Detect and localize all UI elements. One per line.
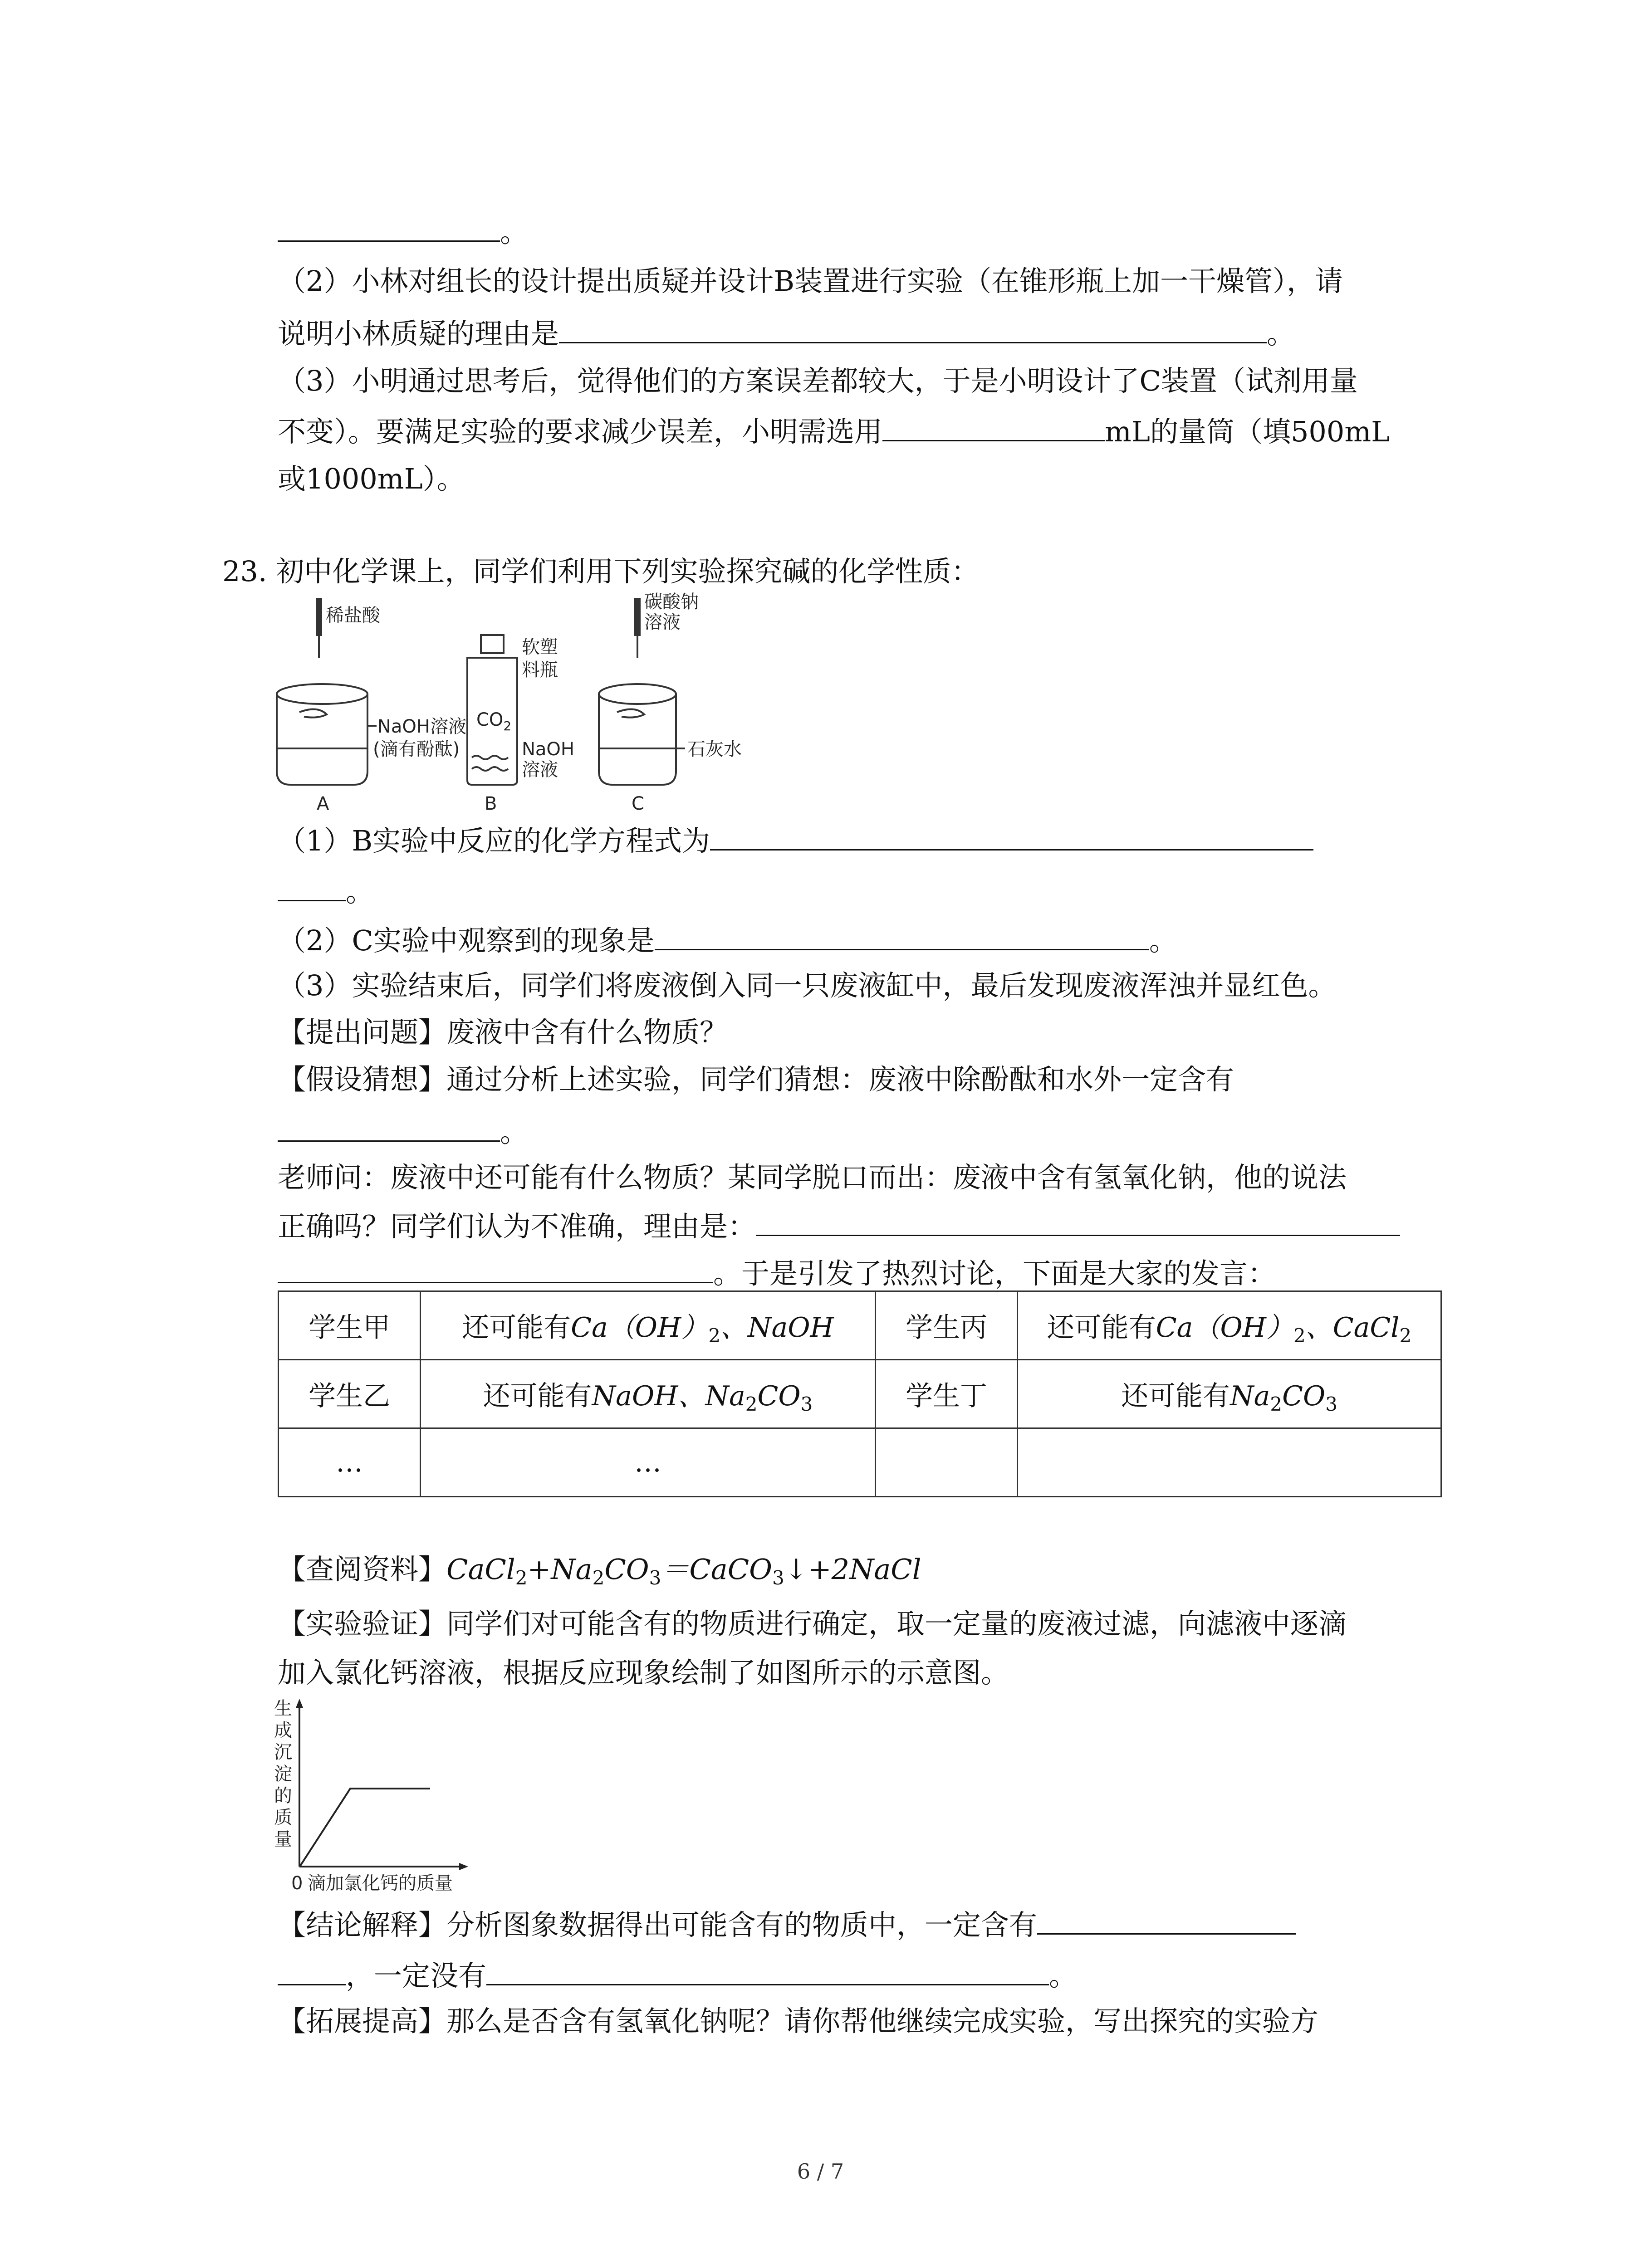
table-cell-guess: … <box>421 1428 876 1497</box>
beaker-c-body <box>599 694 676 785</box>
answer-blank[interactable] <box>278 212 500 242</box>
bottle-b-liquid <box>472 767 508 771</box>
hypothesis-answer: 。 <box>278 1112 528 1150</box>
answer-blank[interactable] <box>710 821 1313 850</box>
stirrer-c <box>617 709 644 718</box>
precipitate-chart <box>272 1696 499 1896</box>
label-soft-bottle-2: 料瓶 <box>522 660 558 680</box>
label-soft-bottle-1: 软塑 <box>522 637 558 658</box>
chart-ylabel-char: 成 <box>274 1720 292 1741</box>
beaker-a-body <box>277 694 367 785</box>
answer-blank[interactable] <box>278 1254 713 1283</box>
q23-part1: （1）B实验中反应的化学方程式为 <box>278 821 1313 859</box>
chart-ylabel-char: 沉 <box>274 1742 292 1763</box>
answer-blank[interactable] <box>278 1112 500 1142</box>
label-naoh-b-1: NaOH <box>522 739 574 760</box>
section-extend: 【拓展提高】那么是否含有氢氧化钠呢？请你帮他继续完成实验，写出探究的实验方 <box>278 2004 1319 2038</box>
answer-blank[interactable] <box>278 1956 346 1985</box>
answer-blank[interactable] <box>559 314 1267 343</box>
bottle-b-cap <box>481 635 504 653</box>
q22-part3-line3: 或1000mL）。 <box>278 462 465 495</box>
table-cell-student: 学生丙 <box>876 1291 1018 1360</box>
beaker-c-rim <box>599 684 676 704</box>
table-cell-guess: 还可能有$Ca(OH)_2$、NaOH <box>421 1291 876 1360</box>
q22-part2-line1: （2）小林对组长的设计提出质疑并设计B装置进行实验（在锥形瓶上加一干燥管），请 <box>278 264 1343 298</box>
label-dilute-hcl: 稀盐酸 <box>326 605 380 626</box>
chart-xlabel: 滴加氯化钙的质量 <box>308 1873 453 1894</box>
q23-part2: （2）C实验中观察到的现象是 。 <box>278 921 1177 959</box>
table-row <box>279 1428 1441 1497</box>
answer-blank[interactable] <box>882 412 1105 441</box>
table-cell-student: 学生丁 <box>876 1360 1018 1428</box>
beaker-a-rim <box>277 684 367 704</box>
series-line <box>300 1789 430 1866</box>
page-number: 6 / 7 <box>797 2159 844 2184</box>
teacher-line1: 老师问：废液中还可能有什么物质？某同学脱口而出：废液中含有氢氧化钠，他的说法 <box>278 1161 1347 1194</box>
stirrer-a <box>299 709 327 718</box>
table-cell-student: … <box>279 1428 421 1497</box>
answer-line-1: 。 <box>278 212 528 250</box>
label-sodium-carbonate-1: 碳酸钠 <box>644 591 699 612</box>
chart-ylabel-char: 生 <box>274 1698 292 1719</box>
answer-blank[interactable] <box>486 1956 1049 1985</box>
table-cell-student: 学生甲 <box>279 1291 421 1360</box>
chart-ylabel-char: 质 <box>274 1807 292 1828</box>
q23-title-line <box>222 553 979 590</box>
caption-b: B <box>485 793 497 814</box>
section-verify-2: 加入氯化钙溶液，根据反应现象绘制了如图所示的示意图。 <box>278 1656 1009 1689</box>
answer-blank[interactable] <box>756 1207 1400 1236</box>
table-cell-student <box>876 1428 1018 1497</box>
q22-part2-line2: 说明小林质疑的理由是 。 <box>278 314 1295 352</box>
q23-part3: （3）实验结束后，同学们将废液倒入同一只废液缸中，最后发现废液浑浊并显红色。 <box>278 969 1337 1002</box>
answer-blank[interactable] <box>1037 1905 1296 1935</box>
table-cell-student: 学生乙 <box>279 1360 421 1428</box>
answer-blank[interactable] <box>655 921 1149 950</box>
section-conclusion: 【结论解释】分析图象数据得出可能含有的物质中，一定含有 <box>278 1905 1296 1943</box>
label-co2: $CO_2$ <box>476 709 512 733</box>
label-limewater: 石灰水 <box>687 739 742 760</box>
question-number: 23. <box>222 555 267 588</box>
section-verify-1: 【实验验证】同学们对可能含有的物质进行确定，取一定量的废液过滤，向滤液中逐滴 <box>278 1607 1347 1640</box>
question-title: 初中化学课上，同学们利用下列实验探究碱的化学性质： <box>276 555 980 588</box>
table-cell-guess: 还可能有$Ca(OH)_2$、CaCl$_2$ <box>1018 1291 1441 1360</box>
teacher-line3: 。于是引发了热烈讨论，下面是大家的发言： <box>278 1254 1276 1292</box>
discussion-table <box>278 1290 1442 1497</box>
y-axis-arrow <box>296 1699 303 1708</box>
caption-a: A <box>317 793 329 814</box>
teacher-line2: 正确吗？同学们认为不准确，理由是： <box>278 1207 1400 1245</box>
section-ask: 【提出问题】废液中含有什么物质？ <box>278 1016 728 1049</box>
table-row <box>279 1291 1441 1360</box>
chart-ylabel <box>274 1698 292 1850</box>
q23-part1-cont: 。 <box>278 872 374 910</box>
chart-ylabel-char: 量 <box>274 1829 292 1850</box>
table-cell-guess <box>1018 1428 1441 1497</box>
table-row <box>279 1360 1441 1428</box>
label-sodium-carbonate-2: 溶液 <box>644 612 681 633</box>
q22-part3-line1: （3）小明通过思考后，觉得他们的方案误差都较大，于是小明设计了C装置（试剂用量 <box>278 364 1358 397</box>
dropper-c-bulb <box>635 599 640 635</box>
chart-ylabel-char: 淀 <box>274 1764 292 1784</box>
table-cell-guess: 还可能有$Na_2CO_3$ <box>1018 1360 1441 1428</box>
section-reference: 【查阅资料】$CaCl_2+Na_2CO_3=CaCO_3↓+2NaCl$ <box>278 1553 921 1589</box>
caption-c: C <box>632 793 644 814</box>
q22-part3-line2: 不变）。要满足实验的要求减少误差，小明需选用 mL的量筒（填500mL <box>278 412 1390 450</box>
label-naoh-b-2: 溶液 <box>522 759 558 780</box>
dropper-a-bulb <box>317 599 321 635</box>
chart-ylabel-char: 的 <box>274 1785 292 1806</box>
answer-blank[interactable] <box>278 872 346 901</box>
experiment-figure <box>268 590 767 816</box>
label-naoh-solution: NaOH溶液 <box>377 716 466 737</box>
section-hypothesis: 【假设猜想】通过分析上述实验，同学们猜想：废液中除酚酞和水外一定含有 <box>278 1063 1234 1096</box>
bottle-b-liquid <box>472 756 508 759</box>
chart-origin: 0 <box>291 1873 303 1894</box>
label-phenolphthalein: (滴有酚酞) <box>373 739 460 760</box>
x-axis-arrow <box>459 1863 468 1870</box>
table-cell-guess: 还可能有NaOH、$Na_2CO_3$ <box>421 1360 876 1428</box>
beaker-a <box>277 599 377 785</box>
section-conclusion-2: ，一定没有 。 <box>278 1956 1077 1994</box>
